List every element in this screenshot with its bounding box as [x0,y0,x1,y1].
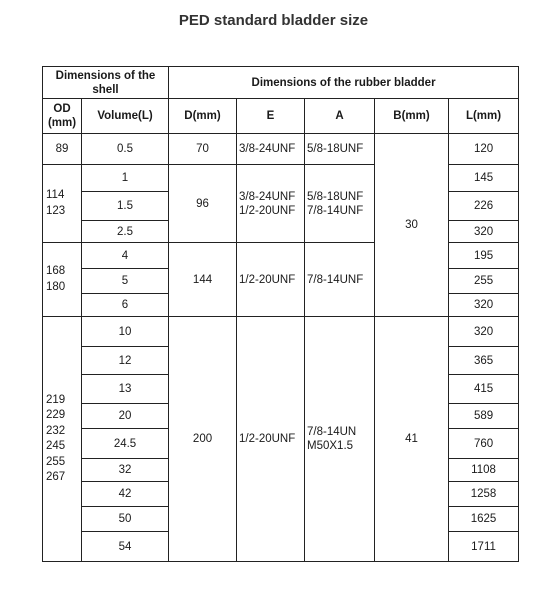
d-cell: 144 [169,243,237,317]
l-cell: 1258 [449,482,519,507]
e-cell: 1/2-20UNF [237,317,305,562]
header-row-2 [43,99,519,134]
volume-cell: 12 [82,347,169,375]
volume-cell: 1 [82,165,169,192]
volume-cell: 6 [82,294,169,317]
volume-cell: 50 [82,507,169,532]
d-cell: 200 [169,317,237,562]
volume-cell: 54 [82,532,169,562]
a-cell: 5/8-18UNF [305,134,375,165]
l-cell: 760 [449,429,519,459]
l-cell: 1711 [449,532,519,562]
l-cell: 320 [449,294,519,317]
od-header: OD (mm) [43,99,82,134]
bladder-group-header: Dimensions of the rubber bladder [169,67,519,99]
b-cell: 41 [375,317,449,562]
od-cell: 219 229 232 245 255 267 [43,317,82,562]
l-cell: 320 [449,317,519,347]
volume-cell: 20 [82,404,169,429]
l-cell: 195 [449,243,519,269]
volume-header: Volume(L) [82,99,169,134]
l-cell: 415 [449,375,519,404]
volume-cell: 32 [82,459,169,482]
e-header: E [237,99,305,134]
volume-cell: 0.5 [82,134,169,165]
volume-cell: 13 [82,375,169,404]
volume-cell: 4 [82,243,169,269]
l-cell: 226 [449,192,519,221]
b-cell: 30 [375,134,449,317]
l-cell: 365 [449,347,519,375]
e-cell: 3/8-24UNF [237,134,305,165]
d-cell: 70 [169,134,237,165]
volume-cell: 2.5 [82,221,169,243]
volume-cell: 10 [82,317,169,347]
table-row [43,317,519,347]
d-cell: 96 [169,165,237,243]
volume-cell: 24.5 [82,429,169,459]
volume-cell: 5 [82,269,169,294]
e-cell: 3/8-24UNF 1/2-20UNF [237,165,305,243]
a-cell: 5/8-18UNF 7/8-14UNF [305,165,375,243]
bladder-size-table [42,66,519,562]
table-row [43,134,519,165]
od-cell: 114 123 [43,165,82,243]
od-cell: 168 180 [43,243,82,317]
header-row-1 [43,67,519,99]
e-cell: 1/2-20UNF [237,243,305,317]
l-cell: 145 [449,165,519,192]
a-cell: 7/8-14UNF [305,243,375,317]
a-header: A [305,99,375,134]
volume-cell: 1.5 [82,192,169,221]
d-header: D(mm) [169,99,237,134]
l-cell: 255 [449,269,519,294]
l-cell: 320 [449,221,519,243]
od-cell: 89 [43,134,82,165]
l-cell: 1625 [449,507,519,532]
l-cell: 1108 [449,459,519,482]
a-cell: 7/8-14UN M50X1.5 [305,317,375,562]
volume-cell: 42 [82,482,169,507]
page-title: PED standard bladder size [178,12,369,29]
b-header: B(mm) [375,99,449,134]
l-cell: 589 [449,404,519,429]
l-cell: 120 [449,134,519,165]
l-header: L(mm) [449,99,519,134]
shell-group-header: Dimensions of the shell [43,67,169,99]
